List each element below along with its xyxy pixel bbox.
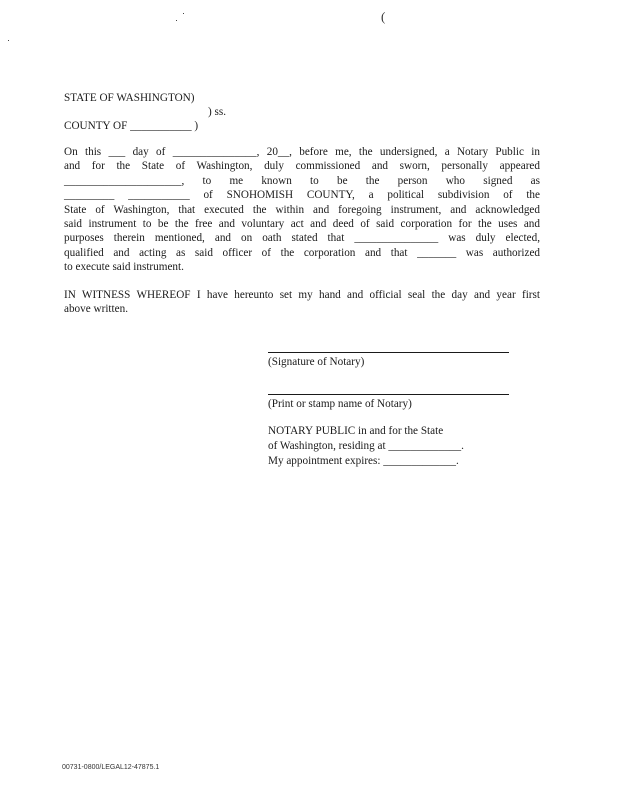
acknowledgment-line: qualified and acting as said officer of the corporation and that _______ was authorized xyxy=(64,246,540,259)
scan-speck xyxy=(183,13,184,14)
print-name-line xyxy=(268,394,509,395)
signature-line xyxy=(268,352,509,353)
scan-speck xyxy=(8,40,9,41)
print-name-caption: (Print or stamp name of Notary) xyxy=(268,398,412,410)
venue-county-line: COUNTY OF ___________ ) xyxy=(64,120,199,132)
page-mark: ( xyxy=(381,9,386,24)
witness-paragraph xyxy=(64,288,540,317)
notary-block-line: My appointment expires: _____________. xyxy=(268,455,459,467)
acknowledgment-line: _____________________, to me known to be the person who signed as xyxy=(64,174,540,187)
acknowledgment-line: On this ___ day of _______________, 20__, before me, the undersigned, a Notary Public in xyxy=(64,146,540,158)
witness-line: above written. xyxy=(64,303,128,316)
notary-block-line: of Washington, residing at _____________. xyxy=(268,440,464,452)
acknowledgment-line: and for the State of Washington, duly commissioned and sworn, personally appeared xyxy=(64,160,540,173)
venue-ss-line: ) ss. xyxy=(208,106,227,118)
acknowledgment-line: purposes therein mentioned, and on oath stated that _______________ was duly elected, xyxy=(64,232,540,245)
scan-speck xyxy=(176,20,177,21)
document-code: 00731-0800/LEGAL12-47875.1 xyxy=(62,764,160,771)
witness-line: IN WITNESS WHEREOF I have hereunto set my hand and official seal the day and year first xyxy=(64,289,540,301)
venue-state-line: STATE OF WASHINGTON) xyxy=(64,92,195,104)
acknowledgment-line: to execute said instrument. xyxy=(64,261,184,274)
acknowledgment-line: _________ ___________ of SNOHOMISH COUNTY, a political subdivision of the xyxy=(64,189,540,202)
acknowledgment-line: said instrument to be the free and voluntary act and deed of said corporation for the uses and xyxy=(64,217,540,230)
acknowledgment-paragraph xyxy=(64,145,540,275)
signature-caption: (Signature of Notary) xyxy=(268,356,365,368)
notary-block-line: NOTARY PUBLIC in and for the State xyxy=(268,425,444,437)
acknowledgment-line: State of Washington, that executed the within and foregoing instrument, and acknowledged xyxy=(64,203,540,216)
